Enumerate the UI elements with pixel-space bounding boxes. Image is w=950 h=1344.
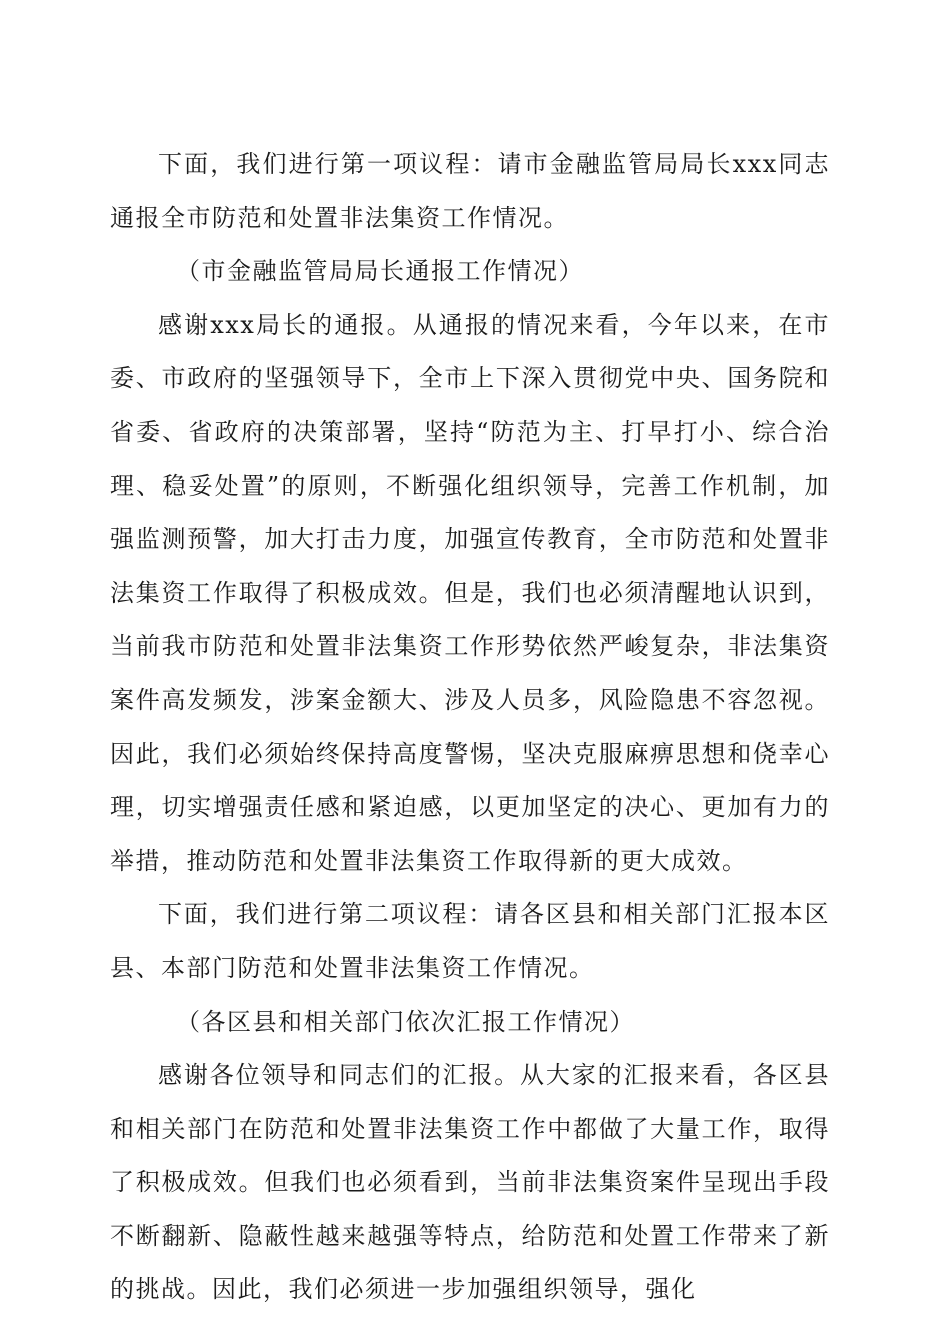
stage-note-2: （各区县和相关部门依次汇报工作情况） bbox=[176, 1007, 635, 1036]
paragraph-agenda-item-2: 下面，我们进行第二项议程：请各区县和相关部门汇报本区县、本部门防范和处置非法集资工作情况。 bbox=[110, 900, 830, 982]
paragraph-agenda-item-1: 下面，我们进行第一项议程：请市金融监管局局长xxx同志通报全市防范和处置非法集资工作情况。 bbox=[110, 150, 830, 232]
stage-note-1: （市金融监管局局长通报工作情况） bbox=[176, 257, 584, 286]
paragraph-remarks-1: 感谢xxx局长的通报。从通报的情况来看，今年以来，在市委、市政府的坚强领导下，全市上下深入贯彻党中央、国务院和省委、省政府的决策部署，坚持“防范为主、打早打小、综合治理、稳妥处置”的原则，不断强化组织领导，完善工作机制，加强监测预警，加大打击力度，加强宣传教育，全市防范和处置非法集资工作取得了积极成效。但是，我们也必须清醒地认识到，当前我市防范和处置非法集资工作形势依然严峻复杂，非法集资案件高发频发，涉案金额大、涉及人员多，风险隐患不容忽视。因此，我们必须始终保持高度警惕，坚决克服麻痹思想和侥幸心理，切实增强责任感和紧迫感，以更加坚定的决心、更加有力的举措，推动防范和处置非法集资工作取得新的更大成效。 bbox=[110, 310, 830, 875]
document-body bbox=[110, 138, 830, 1317]
paragraph-remarks-2: 感谢各位领导和同志们的汇报。从大家的汇报来看，各区县和相关部门在防范和处置非法集资工作中都做了大量工作，取得了积极成效。但我们也必须看到，当前非法集资案件呈现出手段不断翻新、隐蔽性越来越强等特点，给防范和处置工作带来了新的挑战。因此，我们必须进一步加强组织领导，强化 bbox=[110, 1061, 830, 1304]
